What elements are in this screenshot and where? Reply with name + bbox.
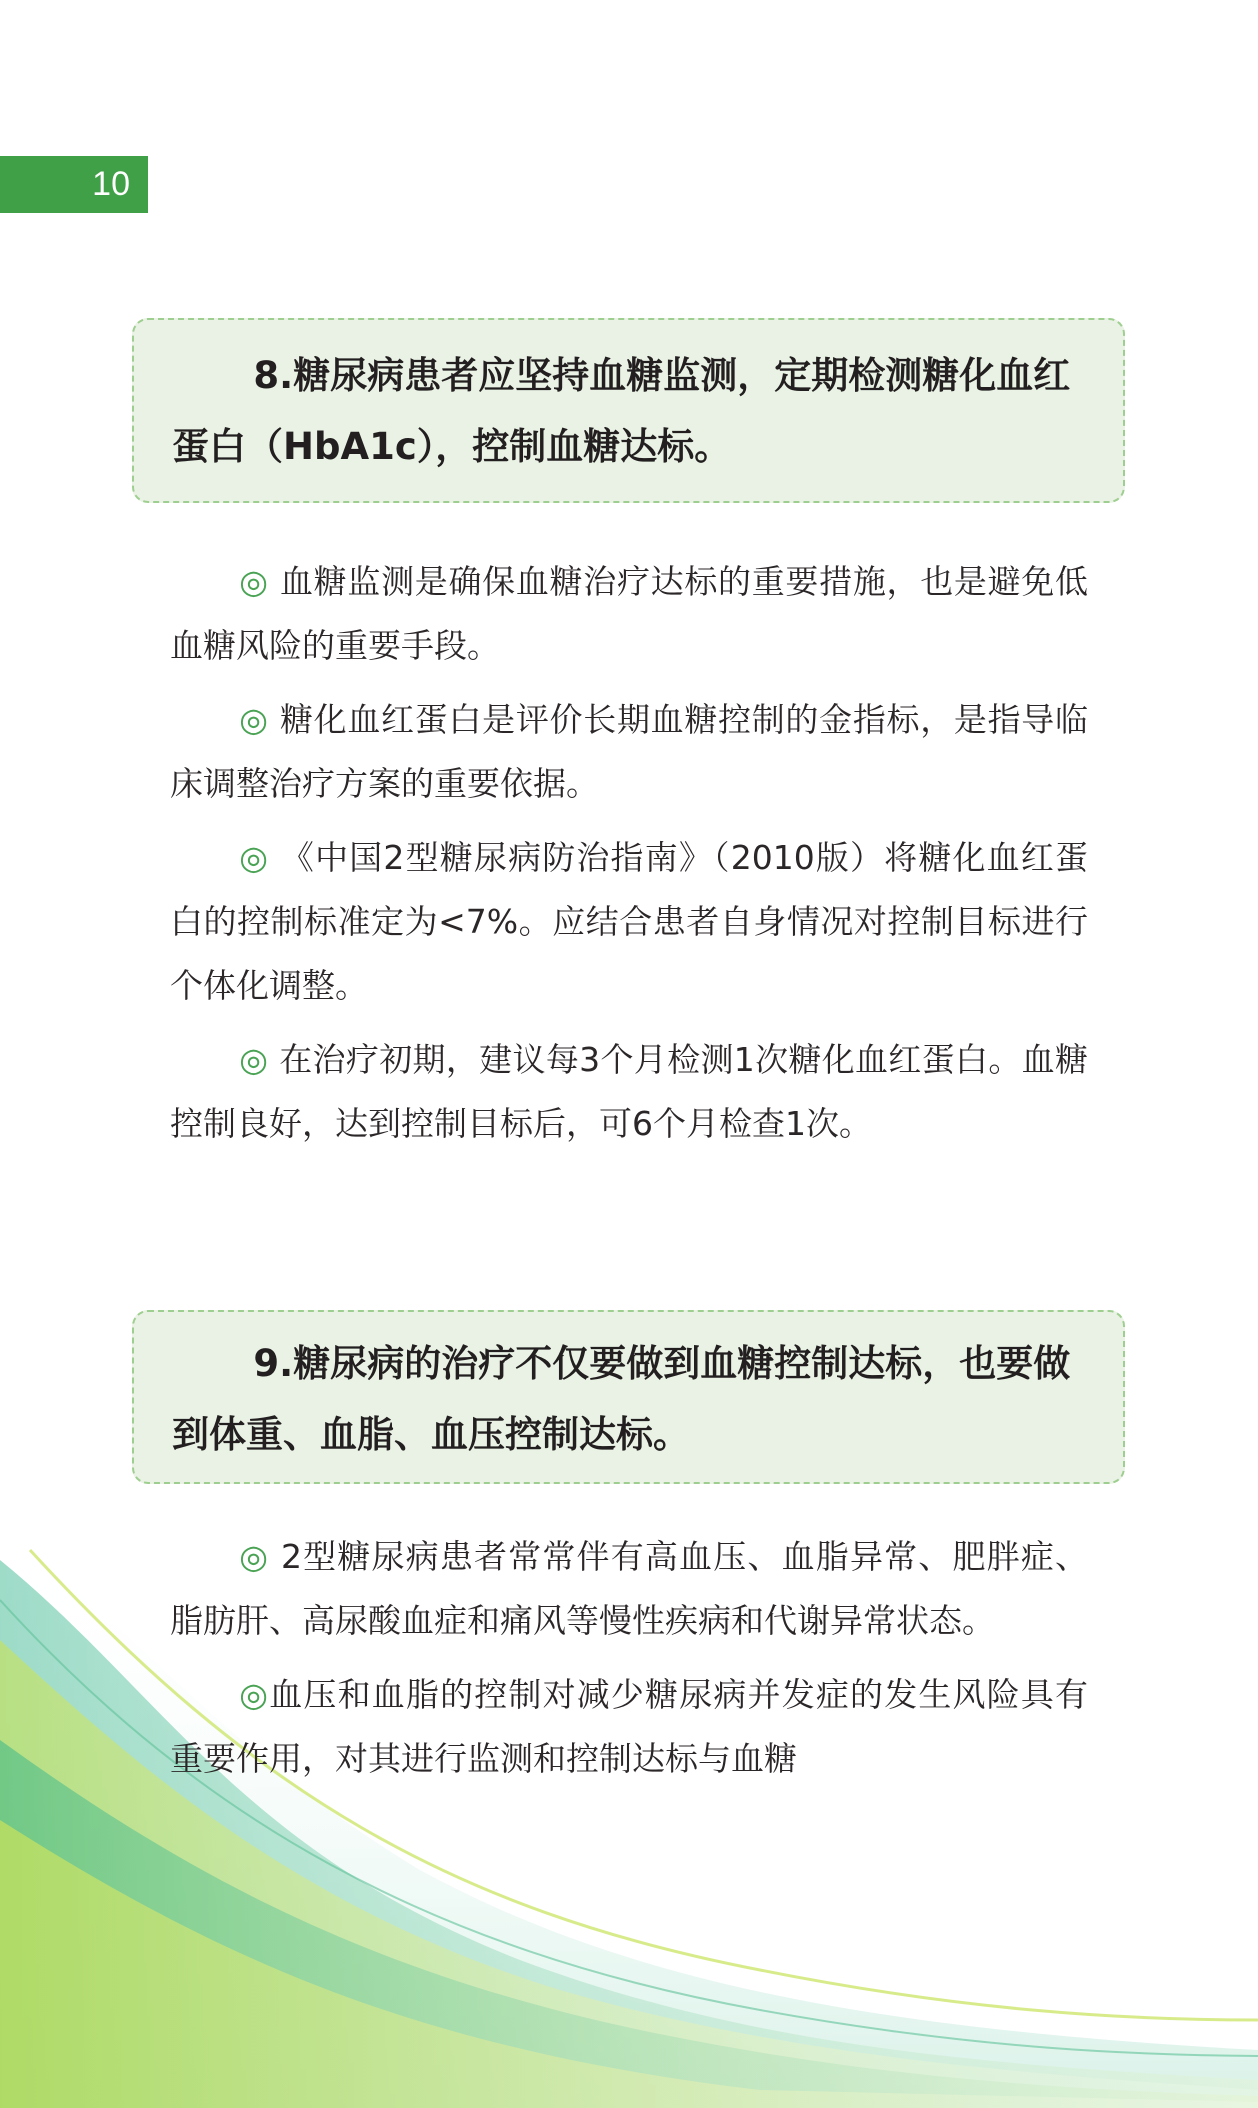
bullet-circle-icon: ◎: [239, 1537, 270, 1576]
section-8-heading: 8.糖尿病患者应坚持血糖监测，定期检测糖化血红蛋白（HbA1c），控制血糖达标。: [172, 354, 1071, 468]
section-9-heading-box: [132, 1310, 1125, 1484]
section-9-body: [170, 1525, 1088, 1791]
section-8-heading-box: [132, 318, 1125, 503]
bullet-circle-icon: ◎: [239, 562, 269, 601]
section-8-body: [170, 550, 1088, 1156]
paragraph: ◎ 糖化血红蛋白是评价长期血糖控制的金指标，是指导临床调整治疗方案的重要依据。: [170, 700, 1088, 803]
page-number: 10: [92, 165, 130, 203]
paragraph: ◎ 在治疗初期，建议每3个月检测1次糖化血红蛋白。血糖控制良好，达到控制目标后，可6个月检查1次。: [170, 1040, 1089, 1143]
bullet-circle-icon: ◎: [239, 1040, 269, 1079]
paragraph: ◎ 血糖监测是确保血糖治疗达标的重要措施，也是避免低血糖风险的重要手段。: [170, 562, 1088, 665]
bullet-circle-icon: ◎: [239, 700, 269, 739]
paragraph: ◎ 2型糖尿病患者常常伴有高血压、血脂异常、肥胖症、脂肪肝、高尿酸血症和痛风等慢性疾病和代谢异常状态。: [170, 1537, 1088, 1640]
paragraph: ◎血压和血脂的控制对减少糖尿病并发症的发生风险具有重要作用，对其进行监测和控制达标与血糖: [170, 1675, 1089, 1778]
bullet-circle-icon: ◎: [239, 1675, 270, 1714]
bullet-circle-icon: ◎: [239, 838, 270, 877]
page-number-tab: [0, 156, 148, 213]
section-9-heading: 9.糖尿病的治疗不仅要做到血糖控制达标，也要做到体重、血脂、血压控制达标。: [172, 1342, 1071, 1456]
paragraph: ◎ 《中国2型糖尿病防治指南》（2010版）将糖化血红蛋白的控制标准定为<7%。应结合患者自身情况对控制目标进行个体化调整。: [170, 838, 1089, 1005]
